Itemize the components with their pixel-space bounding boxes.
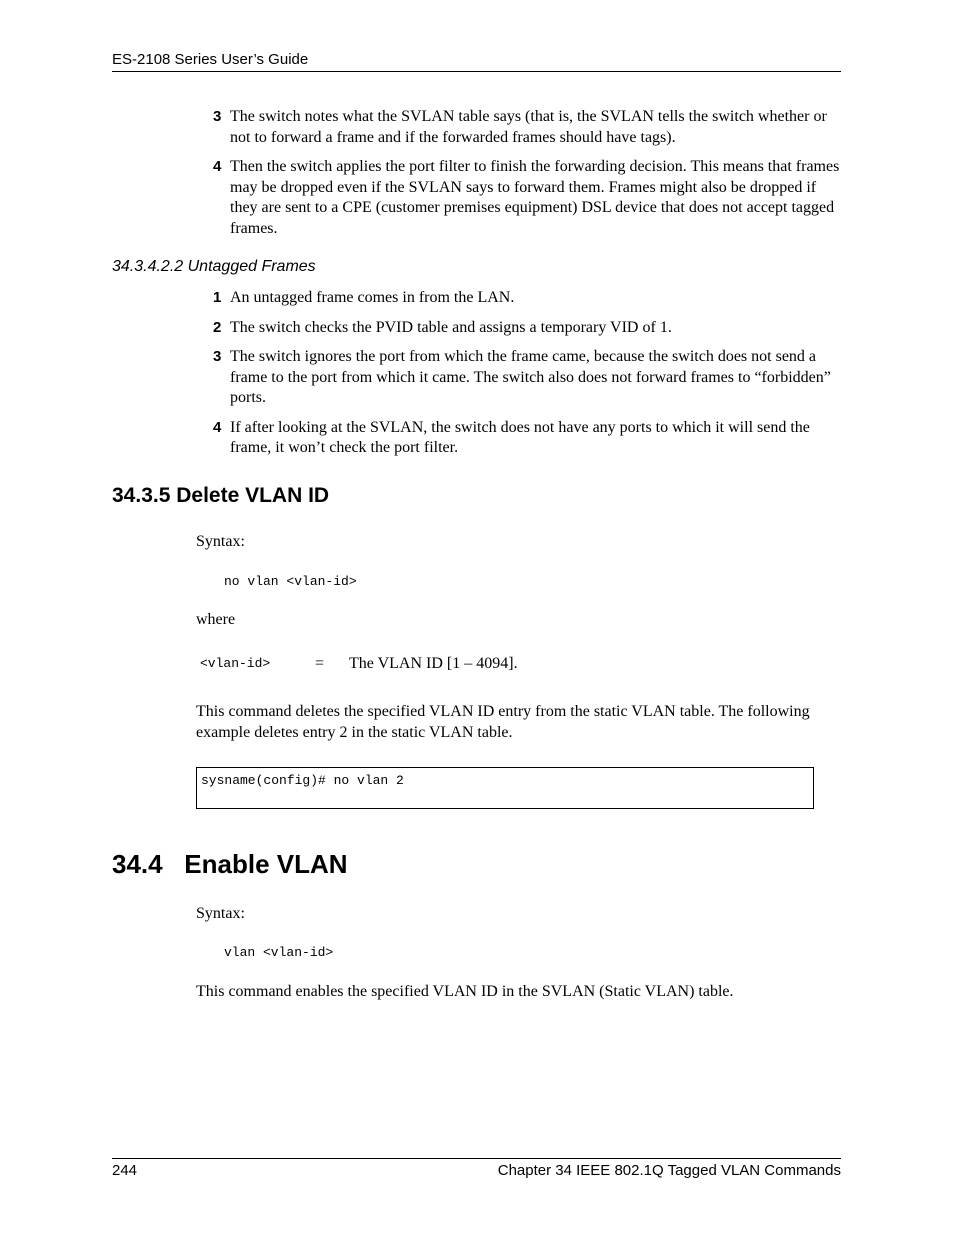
step-number: 2: [213, 318, 222, 336]
syntax-code: no vlan <vlan-id>: [224, 574, 357, 589]
list-item: [112, 157, 841, 239]
enable-description: This command enables the specified VLAN ID in the SVLAN (Static VLAN) table.: [196, 983, 734, 1000]
step-text: If after looking at the SVLAN, the switch does not have any ports to which it will send the frame, it won’t check the port filter.: [230, 418, 810, 456]
tagged-frame-steps: [112, 107, 841, 248]
step-number: 3: [213, 348, 222, 365]
list-item: [112, 418, 841, 459]
param-description: The VLAN ID [1 – 4094].: [349, 655, 518, 672]
syntax-label: Syntax:: [196, 533, 245, 550]
list-item: [112, 318, 841, 339]
running-header: ES-2108 Series User’s Guide: [112, 51, 309, 68]
step-number: 4: [213, 418, 222, 436]
step-text: An untagged frame comes in from the LAN.: [230, 289, 515, 306]
list-item: [112, 347, 841, 409]
page-number: 244: [112, 1162, 138, 1179]
syntax-code: vlan <vlan-id>: [224, 945, 334, 960]
step-text: The switch checks the PVID table and assigns a temporary VID of 1.: [230, 318, 672, 336]
untagged-frames-heading: 34.3.4.2.2 Untagged Frames: [112, 258, 316, 275]
list-item: [112, 288, 841, 309]
param-equals: =: [315, 655, 325, 672]
enable-vlan-heading: 34.4 Enable VLAN: [112, 849, 348, 879]
where-label: where: [196, 611, 236, 628]
example-code-box: [196, 767, 814, 809]
header-divider: [112, 71, 841, 72]
delete-vlan-heading: 34.3.5 Delete VLAN ID: [112, 484, 330, 507]
step-text: The switch ignores the port from which the frame came, because the switch does not send a frame to the port from which it came. The switch also does not forward frames to “forbidden” ports.: [230, 348, 831, 406]
delete-description: This command deletes the specified VLAN ID entry from the static VLAN table. The following example deletes entry 2 in the static VLAN table.: [196, 703, 810, 741]
chapter-title: Chapter 34 IEEE 802.1Q Tagged VLAN Commands: [497, 1162, 841, 1179]
step-number: 1: [213, 289, 222, 306]
list-item: [112, 107, 841, 148]
untagged-frame-steps: [112, 288, 841, 468]
footer-divider: [112, 1158, 841, 1159]
example-code: sysname(config)# no vlan 2: [201, 773, 404, 788]
step-number: 3: [213, 108, 222, 125]
step-number: 4: [213, 158, 222, 175]
step-text: The switch notes what the SVLAN table says (that is, the SVLAN tells the switch whether or not to forward a frame and if the forwarded frames should have tags).: [230, 108, 827, 146]
param-name: <vlan-id>: [200, 656, 271, 671]
step-text: Then the switch applies the port filter to finish the forwarding decision. This means that frames may be dropped even if the SVLAN says to forward them. Frames might also be dropped if they are sent to a CPE (customer premises equipment) DSL device that does not accept tagged frames.: [230, 158, 840, 237]
syntax-label: Syntax:: [196, 905, 245, 922]
